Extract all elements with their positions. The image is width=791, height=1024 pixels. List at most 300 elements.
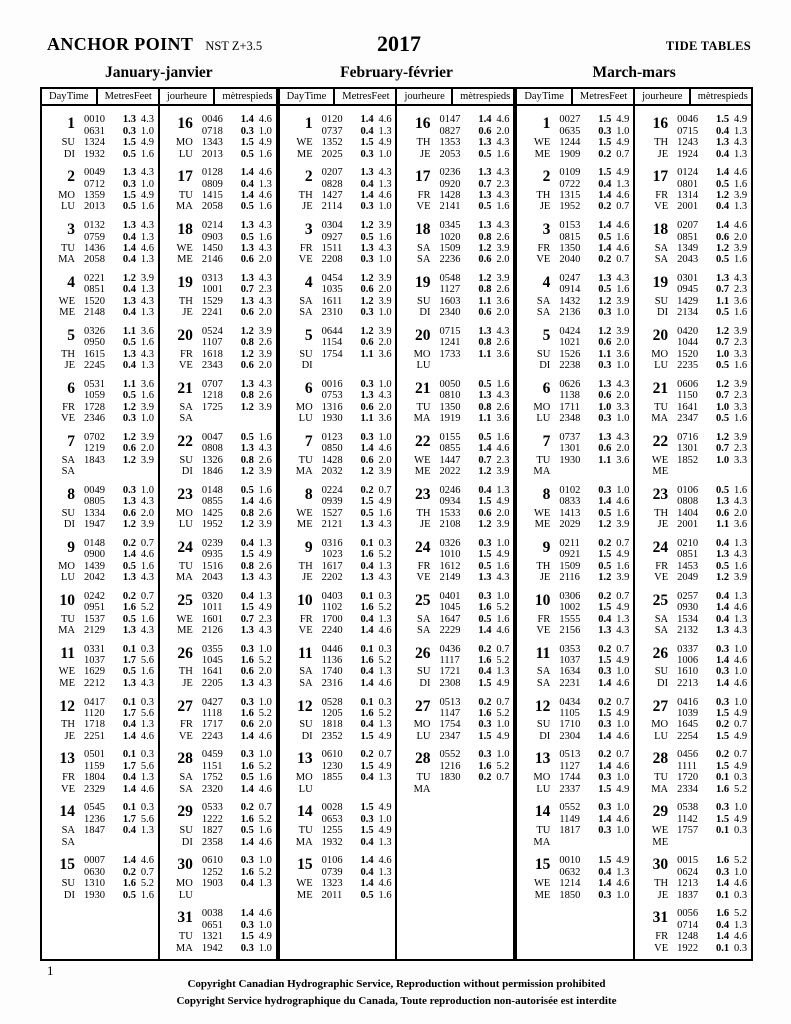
weekday-english: TH bbox=[178, 295, 193, 307]
tide-height-metres: 1.3 bbox=[598, 378, 612, 390]
tide-height-metres: 0.3 bbox=[240, 696, 254, 708]
tide-time: 2316 bbox=[321, 677, 343, 689]
tide-height-feet: 1.6 bbox=[734, 307, 748, 319]
tide-height-feet: 2.0 bbox=[616, 390, 630, 402]
tide-time: 1641 bbox=[677, 401, 699, 413]
tide-height-feet: 4.6 bbox=[616, 242, 630, 254]
tide-height-feet: 2.3 bbox=[734, 390, 748, 402]
tide-height-feet: 1.6 bbox=[734, 484, 748, 496]
tide-height-metres: 0.4 bbox=[716, 201, 730, 213]
tide-height-metres: 0.3 bbox=[598, 666, 612, 678]
day-number: 15 bbox=[534, 856, 551, 874]
tide-height-feet: 0.7 bbox=[258, 802, 272, 814]
day-number: 10 bbox=[297, 591, 313, 609]
tide-height-metres: 1.3 bbox=[240, 295, 254, 307]
tide-height-metres: 1.6 bbox=[360, 602, 374, 614]
tide-height-metres: 0.4 bbox=[478, 484, 492, 496]
tide-height-feet: 1.0 bbox=[616, 484, 630, 496]
tide-height-metres: 0.3 bbox=[122, 413, 136, 425]
tide-height-feet: 4.9 bbox=[734, 730, 748, 742]
tide-height-metres: 1.1 bbox=[598, 348, 612, 360]
tide-time: 2025 bbox=[321, 148, 343, 160]
tide-height-metres: 0.8 bbox=[240, 507, 254, 519]
weekday-english: MO bbox=[58, 560, 75, 572]
tide-time: 0434 bbox=[559, 696, 581, 708]
tide-time: 0010 bbox=[84, 114, 105, 126]
tide-time: 0353 bbox=[559, 643, 581, 655]
tide-height-metres: 1.5 bbox=[716, 114, 730, 126]
header-metres-feet bbox=[335, 89, 395, 104]
tide-height-feet: 1.0 bbox=[140, 413, 154, 425]
tide-height-metres: 1.3 bbox=[122, 114, 136, 126]
tide-height-metres: 1.3 bbox=[360, 390, 374, 402]
tide-height-feet: 1.0 bbox=[378, 307, 392, 319]
day-number: 2 bbox=[542, 168, 551, 186]
weekday-english: MO bbox=[533, 772, 551, 784]
weekday-french: LU bbox=[61, 201, 75, 213]
tide-height-feet: 2.3 bbox=[496, 454, 510, 466]
tide-time: 1728 bbox=[84, 401, 105, 413]
tide-height-feet: 5.2 bbox=[378, 655, 392, 666]
weekday-french: VE bbox=[298, 254, 313, 266]
tide-time bbox=[550, 837, 588, 848]
weekday-french: ME bbox=[652, 836, 669, 848]
tide-height-metres: 1.6 bbox=[240, 655, 254, 666]
tide-height-metres: 1.2 bbox=[240, 401, 254, 413]
tide-height-feet bbox=[491, 784, 513, 795]
weekday-french: VE bbox=[298, 624, 313, 636]
tide-time: 2251 bbox=[84, 730, 105, 742]
weekday-french: MA bbox=[413, 413, 431, 425]
day-number: 1 bbox=[67, 115, 75, 133]
tide-time: 0326 bbox=[84, 325, 105, 337]
day-entry bbox=[635, 379, 751, 425]
tide-height-feet: 3.9 bbox=[734, 190, 748, 201]
tide-height-metres: 0.3 bbox=[598, 484, 612, 496]
column-header bbox=[160, 89, 276, 106]
tide-height-metres: 1.5 bbox=[716, 730, 730, 742]
day-entry bbox=[397, 220, 513, 266]
day-entry bbox=[517, 379, 633, 425]
day-entry bbox=[42, 485, 158, 531]
tide-height-feet: 3.3 bbox=[616, 401, 630, 413]
tide-height-metres: 1.5 bbox=[360, 496, 374, 508]
weekday-english: WE bbox=[176, 242, 193, 254]
weekday-english: TU bbox=[178, 190, 193, 201]
tide-height-metres: 0.5 bbox=[716, 484, 730, 496]
tide-time: 1534 bbox=[677, 613, 699, 625]
tide-height-feet: 4.6 bbox=[140, 783, 154, 795]
weekday-french: LU bbox=[178, 519, 193, 531]
tide-height-metres: 0.5 bbox=[122, 889, 136, 901]
tide-height-feet: 1.6 bbox=[496, 613, 510, 625]
tide-height-metres: 0.5 bbox=[716, 360, 730, 372]
weekday-english: WE bbox=[651, 454, 669, 466]
tide-height-metres: 0.2 bbox=[598, 749, 612, 761]
tide-time: 0038 bbox=[201, 908, 223, 920]
day-entry bbox=[517, 167, 633, 213]
tide-height-metres: 1.3 bbox=[122, 295, 136, 307]
day-entry bbox=[635, 114, 751, 160]
tide-height-feet: 4.3 bbox=[378, 390, 392, 402]
tide-height-feet: 4.3 bbox=[378, 572, 392, 583]
tide-height-metres: 0.4 bbox=[122, 360, 136, 372]
tide-height-metres: 0.2 bbox=[598, 590, 612, 602]
tide-height-metres: 1.4 bbox=[598, 878, 612, 890]
day-number: 28 bbox=[177, 750, 193, 768]
tide-height-feet: 4.9 bbox=[496, 549, 510, 561]
weekday-english: TU bbox=[416, 401, 431, 413]
tide-time: 0930 bbox=[677, 602, 699, 614]
tide-height-metres: 1.5 bbox=[598, 783, 612, 795]
tide-height-metres bbox=[351, 360, 374, 371]
weekday-english: MO bbox=[295, 401, 313, 413]
tide-height-feet: 1.3 bbox=[140, 719, 154, 731]
day-number: 29 bbox=[177, 803, 193, 821]
tide-height-feet: 4.6 bbox=[734, 878, 748, 890]
tide-time: 0016 bbox=[321, 378, 343, 390]
tide-time: 1037 bbox=[559, 655, 581, 666]
weekday-french: MA bbox=[533, 836, 551, 848]
weekday-english: SA bbox=[299, 295, 313, 307]
tide-height-metres: 0.3 bbox=[598, 307, 612, 319]
day-number: 19 bbox=[177, 274, 193, 291]
tide-time: 1045 bbox=[201, 655, 223, 666]
tide-height-feet: 1.0 bbox=[616, 413, 630, 425]
tide-height-feet: 1.3 bbox=[258, 878, 272, 890]
weekday-french: SA bbox=[299, 677, 313, 689]
tide-height-metres: 1.6 bbox=[240, 707, 254, 719]
tide-height-feet: 1.6 bbox=[258, 148, 272, 160]
tide-height-feet: 3.3 bbox=[734, 348, 748, 360]
day-number: 18 bbox=[414, 221, 431, 239]
weekday-french: JE bbox=[302, 572, 313, 583]
weekday-french: LU bbox=[536, 413, 551, 425]
tide-time: 2013 bbox=[84, 201, 105, 213]
tide-height-feet: 5.2 bbox=[496, 602, 510, 614]
tide-height-metres: 0.4 bbox=[598, 613, 612, 625]
tide-time bbox=[75, 837, 113, 848]
tide-height-feet: 1.0 bbox=[378, 254, 392, 266]
tide-height-metres: 0.3 bbox=[360, 378, 374, 390]
day-number: 10 bbox=[59, 591, 75, 609]
tide-height-metres: 1.5 bbox=[240, 931, 254, 943]
tide-time: 0939 bbox=[321, 496, 343, 508]
day-number: 30 bbox=[177, 856, 193, 874]
tide-height-metres: 0.5 bbox=[122, 337, 136, 349]
tide-height-feet: 4.9 bbox=[378, 496, 392, 508]
tide-time: 0801 bbox=[677, 178, 699, 190]
tide-time: 0808 bbox=[677, 496, 699, 508]
tide-time: 0951 bbox=[84, 602, 105, 614]
tide-time: 1634 bbox=[559, 666, 581, 678]
weekday-english: TU bbox=[178, 560, 193, 572]
tide-height-feet: 1.6 bbox=[616, 560, 630, 572]
tide-height-feet: 3.9 bbox=[258, 466, 272, 478]
tide-height-metres: 1.2 bbox=[716, 325, 730, 337]
tide-time: 1509 bbox=[439, 242, 461, 254]
tide-time: 2156 bbox=[559, 624, 581, 636]
tide-height-feet: 3.9 bbox=[496, 519, 510, 531]
tide-time bbox=[75, 466, 113, 477]
tide-height-feet: 1.0 bbox=[258, 125, 272, 137]
weekday-french: DI bbox=[419, 677, 431, 689]
tide-time: 0049 bbox=[84, 484, 105, 496]
tide-height-metres: 1.1 bbox=[122, 325, 136, 337]
tide-height-feet: 0.3 bbox=[378, 590, 392, 602]
tide-time: 0446 bbox=[321, 643, 343, 655]
weekday-french: MA bbox=[295, 836, 313, 848]
month-title-january: January-janvier bbox=[105, 64, 213, 81]
day-number: 4 bbox=[542, 274, 551, 291]
tide-time: 2352 bbox=[321, 730, 343, 742]
weekday-french: DI bbox=[419, 307, 431, 319]
tide-time: 0921 bbox=[559, 549, 581, 561]
weekday-french: JE bbox=[657, 519, 669, 531]
day-entry bbox=[42, 644, 158, 690]
tide-height-feet: 1.6 bbox=[258, 231, 272, 243]
tide-time: 0702 bbox=[84, 431, 105, 443]
weekday-french: VE bbox=[61, 413, 75, 425]
tide-time: 1432 bbox=[559, 295, 581, 307]
weekday-english: TU bbox=[298, 825, 313, 837]
tide-height-metres: 1.4 bbox=[716, 878, 730, 890]
tide-height-metres: 1.1 bbox=[122, 378, 136, 390]
tide-height-feet: 1.6 bbox=[140, 560, 154, 572]
tide-height-feet: 1.6 bbox=[616, 507, 630, 519]
tide-height-feet: 4.6 bbox=[616, 878, 630, 890]
tide-time: 2136 bbox=[559, 307, 581, 319]
tide-time: 2011 bbox=[321, 889, 343, 901]
tide-height-metres: 1.5 bbox=[240, 137, 254, 149]
tide-height-metres: 0.8 bbox=[240, 337, 254, 349]
tide-height-feet: 4.3 bbox=[734, 273, 748, 284]
tide-height-feet: 4.9 bbox=[378, 730, 392, 742]
tide-height-metres: 1.5 bbox=[598, 602, 612, 614]
tide-height-metres: 1.6 bbox=[240, 760, 254, 772]
tide-height-metres: 1.4 bbox=[598, 242, 612, 254]
tide-time: 0214 bbox=[201, 220, 223, 232]
tide-time: 1326 bbox=[201, 454, 223, 466]
day-entry bbox=[160, 908, 276, 954]
day-entry bbox=[280, 273, 396, 319]
tide-time: 0337 bbox=[677, 643, 699, 655]
day-number: 16 bbox=[177, 115, 193, 133]
tide-height-feet bbox=[136, 466, 158, 477]
tide-time: 1618 bbox=[201, 348, 223, 360]
tide-time: 1037 bbox=[84, 655, 105, 666]
weekday-french: LU bbox=[654, 730, 669, 742]
tide-time: 1216 bbox=[439, 760, 461, 772]
tide-height-metres: 0.3 bbox=[598, 360, 612, 372]
tide-height-feet: 0.7 bbox=[496, 643, 510, 655]
day-entry bbox=[635, 591, 751, 637]
weekday-english: SA bbox=[536, 666, 551, 678]
tide-height-metres: 1.6 bbox=[240, 866, 254, 878]
tide-height-metres: 0.6 bbox=[716, 507, 730, 519]
tide-time: 0027 bbox=[559, 114, 581, 126]
tide-time: 2134 bbox=[677, 307, 699, 319]
weekday-french: SA bbox=[179, 783, 193, 795]
tide-height-feet: 1.0 bbox=[616, 666, 630, 678]
tide-time: 1404 bbox=[677, 507, 699, 519]
tide-time: 0815 bbox=[559, 231, 581, 243]
tide-height-feet: 0.7 bbox=[378, 484, 392, 496]
month-title-march: March-mars bbox=[592, 64, 676, 81]
weekday-english: MO bbox=[651, 719, 669, 731]
tide-time: 2347 bbox=[439, 730, 461, 742]
tide-height-feet: 4.3 bbox=[734, 549, 748, 561]
tide-height-metres: 0.3 bbox=[716, 666, 730, 678]
tide-height-metres: 1.3 bbox=[122, 220, 136, 232]
tide-height-metres: 0.3 bbox=[598, 802, 612, 814]
weekday-french: SA bbox=[536, 307, 551, 319]
tide-height-feet: 5.2 bbox=[496, 760, 510, 772]
weekday-english: TU bbox=[178, 931, 193, 943]
tide-height-metres: 0.3 bbox=[360, 431, 374, 443]
tide-time: 1922 bbox=[677, 942, 699, 954]
header-metres-feet bbox=[98, 89, 158, 104]
column-january-days-16-31 bbox=[160, 89, 280, 959]
tide-height-metres: 0.1 bbox=[716, 889, 730, 901]
tide-height-feet: 4.3 bbox=[140, 167, 154, 179]
tide-height-feet: 4.3 bbox=[140, 348, 154, 360]
tide-height-metres: 1.3 bbox=[598, 431, 612, 443]
tide-height-metres: 0.4 bbox=[122, 307, 136, 319]
tide-height-feet: 4.3 bbox=[496, 572, 510, 583]
day-number: 4 bbox=[304, 274, 313, 291]
weekday-english: SA bbox=[536, 295, 551, 307]
weekday-french: SA bbox=[417, 624, 431, 636]
tide-height-metres: 0.1 bbox=[122, 696, 136, 708]
tide-height-metres: 1.4 bbox=[360, 855, 374, 867]
tide-height-metres bbox=[468, 360, 491, 371]
tide-height-metres: 1.2 bbox=[122, 519, 136, 531]
header-metres-label: Metres bbox=[579, 91, 610, 102]
tide-height-feet: 4.9 bbox=[378, 137, 392, 149]
tide-height-metres: 1.3 bbox=[478, 390, 492, 402]
tide-time: 0148 bbox=[84, 537, 105, 549]
tide-height-metres: 1.5 bbox=[240, 602, 254, 614]
tide-height-metres: 0.2 bbox=[598, 696, 612, 708]
tide-height-feet: 5.2 bbox=[496, 707, 510, 719]
tide-height-feet: 0.7 bbox=[616, 201, 630, 213]
tide-height-feet: 4.6 bbox=[140, 242, 154, 254]
weekday-french: LU bbox=[61, 572, 75, 583]
tide-height-feet: 3.6 bbox=[496, 413, 510, 425]
tide-time: 0331 bbox=[84, 643, 105, 655]
tide-height-metres: 0.6 bbox=[598, 443, 612, 455]
tide-height-metres: 0.4 bbox=[360, 125, 374, 137]
tide-height-metres: 0.6 bbox=[360, 337, 374, 349]
day-entry bbox=[280, 114, 396, 160]
tide-height-metres: 1.4 bbox=[716, 167, 730, 179]
day-number: 22 bbox=[177, 432, 193, 450]
tide-height-feet: 4.3 bbox=[140, 295, 154, 307]
tide-height-feet: 0.7 bbox=[616, 696, 630, 708]
weekday-french: DI bbox=[181, 836, 193, 848]
tide-time: 1700 bbox=[321, 613, 343, 625]
weekday-english: SU bbox=[299, 719, 313, 731]
page-number: 1 bbox=[47, 963, 54, 978]
day-number: 18 bbox=[652, 221, 669, 239]
tide-time: 1023 bbox=[321, 549, 343, 561]
tide-height-metres: 0.5 bbox=[716, 560, 730, 572]
tide-height-metres: 0.4 bbox=[122, 254, 136, 266]
tide-height-feet: 2.0 bbox=[258, 254, 272, 266]
tide-time: 0809 bbox=[201, 178, 223, 190]
tide-height-metres: 0.6 bbox=[360, 284, 374, 296]
tide-height-metres: 0.4 bbox=[478, 666, 492, 678]
tide-time: 1020 bbox=[439, 231, 461, 243]
tide-time: 1611 bbox=[321, 295, 343, 307]
tide-time: 2304 bbox=[559, 730, 581, 742]
tide-height-metres: 0.3 bbox=[716, 866, 730, 878]
tide-time: 2148 bbox=[84, 307, 105, 319]
tide-height-metres: 1.1 bbox=[598, 454, 612, 466]
tide-height-metres: 1.3 bbox=[122, 624, 136, 636]
tide-time: 1428 bbox=[321, 454, 343, 466]
tide-height-metres: 0.4 bbox=[122, 719, 136, 731]
tide-height-metres: 0.5 bbox=[478, 613, 492, 625]
tide-height-feet: 2.3 bbox=[734, 284, 748, 296]
tide-height-metres: 0.2 bbox=[122, 537, 136, 549]
column-body bbox=[635, 106, 751, 959]
tide-height-metres: 1.3 bbox=[478, 190, 492, 201]
day-number: 23 bbox=[177, 485, 193, 503]
tide-height-feet: 1.6 bbox=[734, 413, 748, 425]
tide-height-metres: 0.5 bbox=[240, 201, 254, 213]
day-entry bbox=[397, 273, 513, 319]
weekday-english: MO bbox=[413, 348, 431, 360]
day-entry bbox=[42, 432, 158, 478]
tide-time: 0153 bbox=[559, 220, 581, 232]
weekday-french: VE bbox=[536, 254, 551, 266]
tide-height-feet: 1.0 bbox=[258, 942, 272, 954]
tide-time: 1509 bbox=[559, 560, 581, 572]
weekday-french: DI bbox=[63, 148, 75, 160]
tide-height-metres: 0.3 bbox=[240, 643, 254, 655]
weekday-english: TH bbox=[298, 190, 313, 201]
tide-height-feet: 4.6 bbox=[616, 813, 630, 825]
tide-height-feet: 4.3 bbox=[734, 137, 748, 149]
tide-time: 2208 bbox=[321, 254, 343, 266]
tide-time: 1343 bbox=[201, 137, 223, 149]
tide-height-feet bbox=[136, 837, 158, 848]
tide-height-feet: 1.3 bbox=[616, 866, 630, 878]
tide-time: 1610 bbox=[677, 666, 699, 678]
day-entry bbox=[517, 220, 633, 266]
tide-time: 0927 bbox=[321, 231, 343, 243]
weekday-english: TU bbox=[536, 454, 551, 466]
tide-height-metres: 1.4 bbox=[598, 677, 612, 689]
tide-height-feet: 1.3 bbox=[734, 613, 748, 625]
tide-height-metres: 1.6 bbox=[478, 655, 492, 666]
tide-height-feet: 3.9 bbox=[734, 572, 748, 583]
tide-time: 2108 bbox=[439, 519, 461, 531]
tide-height-metres: 0.4 bbox=[360, 666, 374, 678]
tide-height-feet: 1.0 bbox=[496, 590, 510, 602]
tide-time: 0855 bbox=[439, 443, 461, 455]
header-jour-heure bbox=[635, 89, 691, 104]
year-title: 2017 bbox=[377, 31, 421, 56]
tide-time: 1555 bbox=[559, 613, 581, 625]
tide-height-metres: 0.4 bbox=[716, 125, 730, 137]
day-number: 14 bbox=[59, 803, 75, 821]
tide-height-metres: 1.5 bbox=[598, 549, 612, 561]
tide-height-metres: 1.2 bbox=[360, 273, 374, 284]
tide-height-feet: 4.9 bbox=[616, 114, 630, 126]
